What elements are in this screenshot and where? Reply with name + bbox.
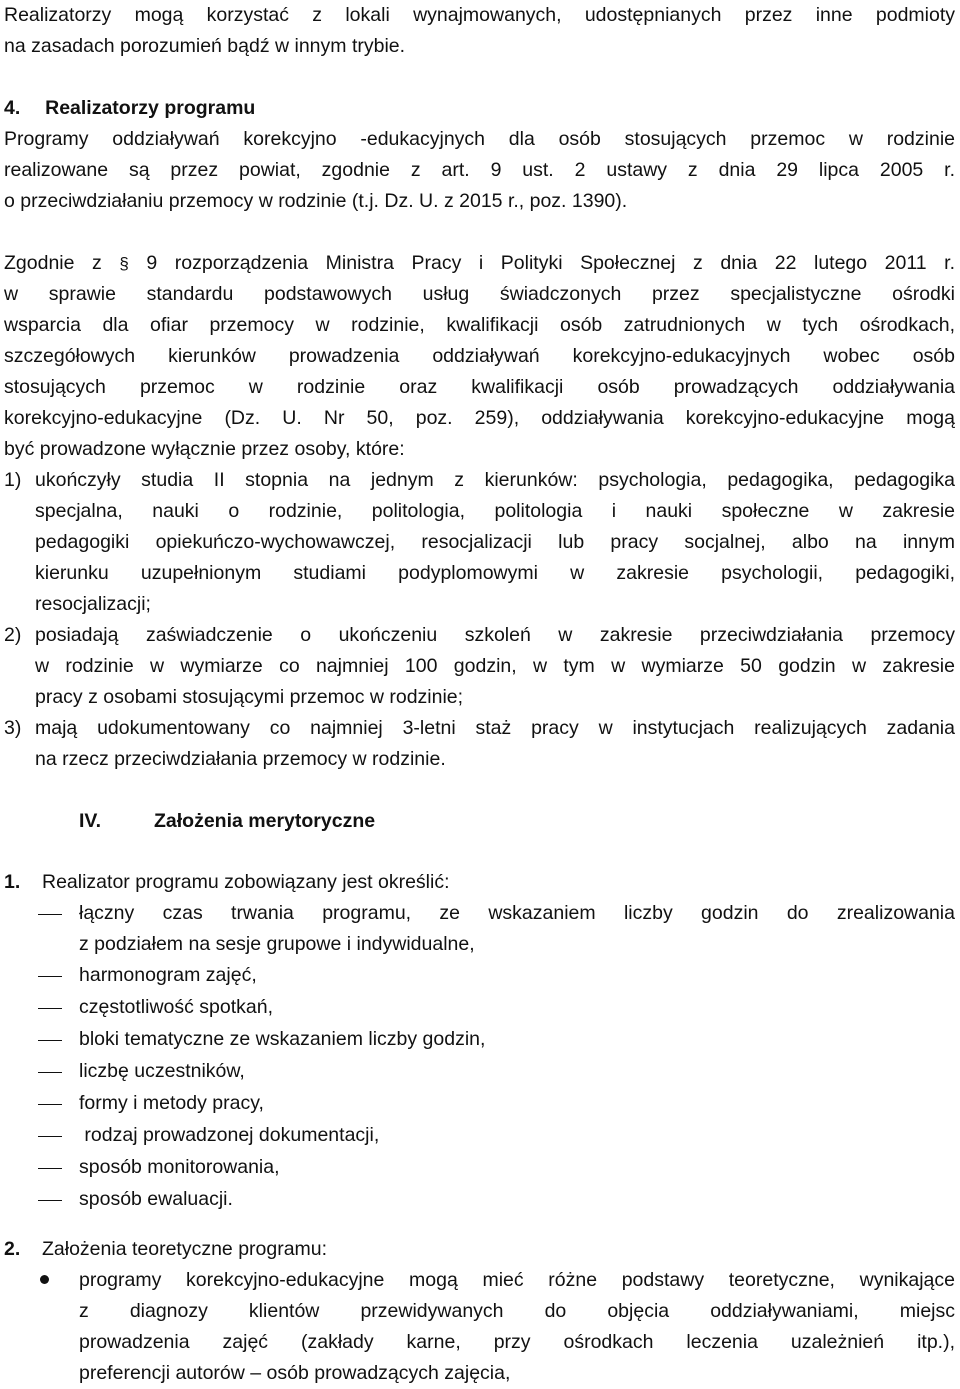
list-item-line: z diagnozy klientów przewidywanych do objęcia oddziaływaniami, miejsc (79, 1300, 955, 1322)
paragraph-line: być prowadzone wyłącznie przez osoby, które: (4, 438, 405, 460)
list-item-line: łączny czas trwania programu, ze wskazaniem liczby godzin do zrealizowania (79, 902, 955, 924)
list-item-line: w rodzinie w wymiarze co najmniej 100 godzin, w tym w wymiarze 50 godzin w zakresie (35, 655, 955, 677)
list-item-line: prowadzenia zajęć (zakłady karne, przy ośrodkach leczenia uzależnień itp.), (79, 1331, 955, 1353)
dash-bullet-icon (38, 914, 62, 915)
list-item-line: na rzecz przeciwdziałania przemocy w rodzinie. (35, 748, 446, 770)
paragraph-line: w sprawie standardu podstawowych usług świadczonych przez specjalistyczne ośrodki (4, 283, 955, 305)
list-item-line: pedagogiki opiekuńczo-wychowawczej, resocjalizacji lub pracy socjalnej, albo na innym (35, 531, 955, 553)
dash-bullet-icon (38, 1072, 62, 1073)
paragraph-line: o przeciwdziałaniu przemocy w rodzinie (t.j. Dz. U. z 2015 r., poz. 1390). (4, 190, 628, 212)
paragraph-line: na zasadach porozumień bądź w innym trybie. (4, 35, 406, 57)
list-number: 2) (4, 624, 22, 646)
point-text: Założenia teoretyczne programu: (42, 1238, 328, 1260)
paragraph-line: Programy oddziaływań korekcyjno -edukacyjnych dla osób stosujących przemoc w rodzinie (4, 128, 955, 150)
section-sign: § (119, 254, 129, 273)
list-item-line: programy korekcyjno-edukacyjne mogą mieć różne podstawy teoretyczne, wynikające (79, 1269, 955, 1291)
list-item-line: bloki tematyczne ze wskazaniem liczby godzin, (79, 1028, 486, 1050)
dash-bullet-icon (38, 1008, 62, 1009)
list-item-line: sposób monitorowania, (79, 1156, 280, 1178)
paragraph-line: stosujących przemoc w rodzinie oraz kwalifikacji osób prowadzących oddziaływania (4, 376, 955, 398)
list-item-line: specjalna, nauki o rodzinie, politologia, politologia i nauki społeczne w zakresie (35, 500, 955, 522)
list-item-line: formy i metody pracy, (79, 1092, 264, 1114)
paragraph-line (4, 248, 955, 279)
dash-bullet-icon (38, 1136, 62, 1137)
chapter-number: IV. (79, 810, 102, 832)
section-heading (4, 93, 255, 124)
paragraph-line: Realizatorzy mogą korzystać z lokali wynajmowanych, udostępnianych przez inne podmioty (4, 4, 955, 26)
point-number: 2. (4, 1238, 21, 1260)
dash-bullet-icon (38, 1040, 62, 1041)
paragraph-line: realizowane są przez powiat, zgodnie z art. 9 ust. 2 ustawy z dnia 29 lipca 2005 r. (4, 159, 955, 181)
point-number: 1. (4, 871, 21, 893)
section-title: Realizatorzy programu (45, 97, 256, 119)
paragraph-line: szczegółowych kierunków prowadzenia oddziaływań korekcyjno-edukacyjnych wobec osób (4, 345, 955, 367)
paragraph-line: wsparcia dla ofiar przemocy w rodzinie, kwalifikacji osób zatrudnionych w tych ośrodkach, (4, 314, 955, 336)
dash-bullet-icon (38, 1168, 62, 1169)
list-item-line: preferencji autorów – osób prowadzących zajęcia, (79, 1362, 511, 1384)
list-item-line: z podziałem na sesje grupowe i indywidualne, (79, 933, 475, 955)
paragraph-line: korekcyjno-edukacyjne (Dz. U. Nr 50, poz. 259), oddziaływania korekcyjno-edukacyjne mogą (4, 407, 955, 429)
list-number: 3) (4, 717, 22, 739)
dash-bullet-icon (38, 1104, 62, 1105)
list-item-line: posiadają zaświadczenie o ukończeniu szkoleń w zakresie przeciwdziałania przemocy (35, 624, 955, 646)
list-item-line: kierunku uzupełnionym studiami podyplomowymi w zakresie psychologii, pedagogiki, (35, 562, 955, 584)
list-item-line: częstotliwość spotkań, (79, 996, 274, 1018)
list-item-line: pracy z osobami stosującymi przemoc w rodzinie; (35, 686, 464, 708)
section-number: 4. (4, 97, 21, 119)
list-item-line: ukończyły studia II stopnia na jednym z kierunków: psychologia, pedagogika, pedagogika (35, 469, 955, 491)
list-item-line: rodzaj prowadzonej dokumentacji, (79, 1124, 380, 1146)
list-item-line: liczbę uczestników, (79, 1060, 245, 1082)
round-bullet-icon (40, 1275, 49, 1284)
list-item-line: sposób ewaluacji. (79, 1188, 233, 1210)
list-number: 1) (4, 469, 22, 491)
text-run: Zgodnie z (4, 252, 102, 274)
dash-bullet-icon (38, 976, 62, 977)
list-item-line: mają udokumentowany co najmniej 3-letni staż pracy w instytucjach realizujących zadania (35, 717, 955, 739)
chapter-title: Założenia merytoryczne (154, 810, 376, 832)
text-run: 9 rozporządzenia Ministra Pracy i Polityki Społecznej z dnia 22 lutego 2011 r. (146, 252, 956, 274)
dash-bullet-icon (38, 1200, 62, 1201)
point-text: Realizator programu zobowiązany jest określić: (42, 871, 450, 893)
list-item-line: harmonogram zajęć, (79, 964, 257, 986)
list-item-line: resocjalizacji; (35, 593, 151, 615)
